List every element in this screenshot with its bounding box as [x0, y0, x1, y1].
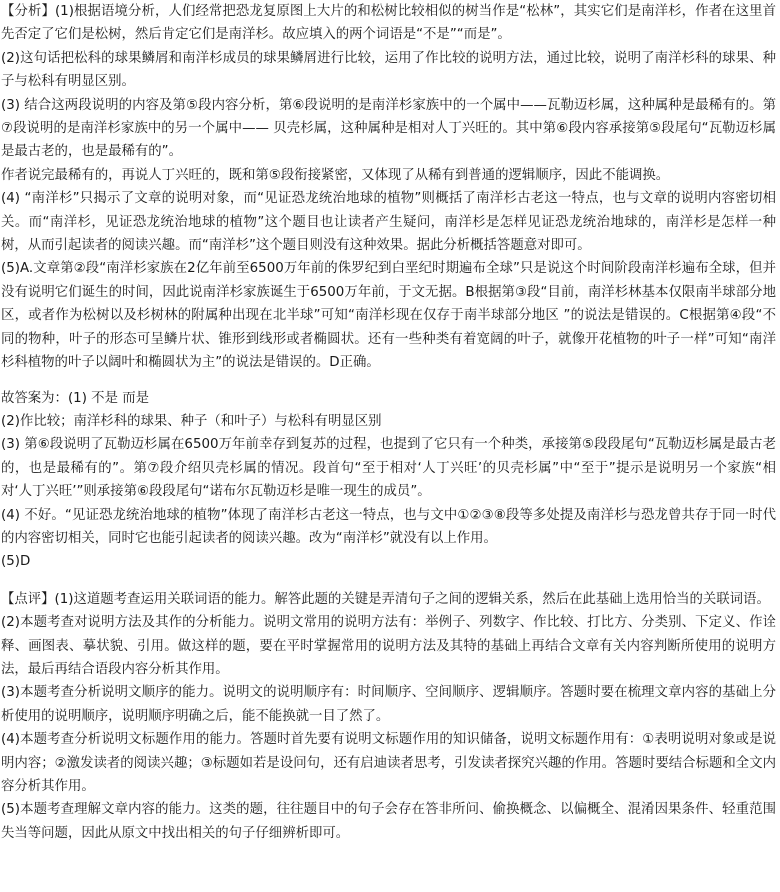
analysis-paragraph-4: 作者说完最稀有的，再说人丁兴旺的，既和第⑤段衔接紧密，又体现了从稀有到普通的逻辑顺序，因此不能调换。	[1, 167, 670, 183]
analysis-paragraph-3: (3) 结合这两段说明的内容及第⑤段内容分析，第⑥段说明的是南洋杉家族中的一个属中——瓦勒迈杉属，这种属种是最稀有的。第⑦段说明的是南洋杉家族中的另一个属中—— 贝壳杉属，这种属种是相对人丁兴旺的。其中第⑥段内容承接第⑤段尾句“瓦勒迈杉属是最古老的，也是最稀有的”。	[1, 97, 776, 160]
comment-paragraph-3: (3)本题考查分析说明文顺序的能力。说明文的说明顺序有：时间顺序、空间顺序、逻辑顺序。答题时要在梳理文章内容的基础上分析使用的说明顺序，说明顺序明确之后，能不能换就一目了然了。	[1, 685, 776, 724]
analysis-paragraph-2: (2)这句话把松科的球果鳞屑和南洋杉成员的球果鳞屑进行比较，运用了作比较的说明方法，通过比较，说明了南洋杉科的球果、种子与松科有明显区别。	[1, 50, 776, 90]
analysis-paragraph-6: (5)A.文章第②段“南洋杉家族在2亿年前至6500万年前的侏罗纪到白垩纪时期遍布全球”只是说这个时间阶段南洋杉遍布全球，但并没有说明它们诞生的时间，因此说南洋杉家族诞生于6500万年前，于文无据。B根据第③段“目前，南洋杉林基本仅限南半球部分地区，或者作为松树以及杉树林的附属种出现在北半球”可知“南洋杉现在仅存于南半球部分地区 ”的说法是错误的。C根据第④段“不同的物种，叶子的形态可呈鳞片状、锥形到线形或者椭圆状。还有一些种类有着宽阔的叶子，就像开花植物的叶子一样”可知“南洋杉科植物的叶子以阔叶和椭圆状为主”的说法是错误的。D正确。	[1, 261, 776, 371]
analysis-paragraph-5: (4) “南洋杉”只揭示了文章的说明对象，而“见证恐龙统治地球的植物”则概括了南洋杉古老这一特点，也与文章的说明内容密切相关。而“南洋杉，见证恐龙统治地球的植物”这个题目也让读者产生疑问，南洋杉是怎样见证恐龙统治地球的，南洋杉是怎样一种树，从而引起读者的阅读兴趣。而“南洋杉”这个题目则没有这种效果。据此分析概括答题意对即可。	[1, 191, 776, 254]
comment-paragraph-2: (2)本题考查对说明方法及其作的分析能力。说明文常用的说明方法有：举例子、列数字、作比较、打比方、分类别、下定义、作诠释、画图表、摹状貌、引用。做这样的题，要在平时掌握常用的说明方法及其特的基础上再结合文章有关内容判断所使用的说明方法，最后再结合语段内容分析其作用。	[1, 615, 776, 677]
answer-paragraph-5: (5)D	[1, 554, 31, 570]
comment-paragraph-4: (4)本题考查分析说明文标题作用的能力。答题时首先要有说明文标题作用的知识储备，说明文标题作用有：①表明说明对象或是说明内容；②激发读者的阅读兴趣；③标题如若是设问句，还有启迪读者思考，引发读者探究兴趣的作用。答题时要结合标题和全文内容分析其作用。	[1, 732, 776, 794]
comment-paragraph-5: (5)本题考查理解文章内容的能力。这类的题，往往题目中的句子会存在答非所问、偷换概念、以偏概全、混淆因果条件、轻重范围失当等问题，因此从原文中找出相关的句子仔细辨析即可。	[1, 802, 776, 841]
answer-paragraph-3: (3) 第⑥段说明了瓦勒迈杉属在6500万年前幸存到复苏的过程，也提到了它只有一个种类，承接第⑤段段尾句“瓦勒迈杉属是最古老的，也是最稀有的”。第⑦段介绍贝壳杉属的情况。段首句“至于相对‘人丁兴旺’的贝壳杉属”中“至于”提示是说明另一个家族“相对‘人丁兴旺’”则承接第⑥段段尾句“诺布尔瓦勒迈杉是唯一现生的成员”。	[1, 437, 776, 500]
answer-paragraph-2: (2)作比较；南洋杉科的球果、种子（和叶子）与松科有明显区别	[1, 413, 382, 429]
comment-paragraph-1: 【点评】(1)这道题考查运用关联词语的能力。解答此题的关键是弄清句子之间的逻辑关系，然后在此基础上选用恰当的关联词语。	[1, 591, 770, 607]
answer-paragraph-1: 故答案为：(1) 不是 而是	[1, 390, 149, 406]
analysis-section	[1, 0, 776, 375]
answer-paragraph-4: (4) 不好。“见证恐龙统治地球的植物”体现了南洋杉古老这一特点，也与文中①②③⑧段等多处提及南洋杉与恐龙曾共存于同一时代的内容密切相关，同时它也能引起读者的阅读兴趣。改为“南洋杉”就没有以上作用。	[1, 507, 776, 546]
analysis-paragraph-1: 【分析】(1)根据语境分析，人们经常把恐龙复原图上大片的和松树比较相似的树当作是“松林”，其实它们是南洋杉，作者在这里首先否定了它们是松树，然后肯定它们是南洋杉。故应填入的两个词语是“不是”“而是”。	[1, 4, 776, 43]
answer-section	[1, 387, 776, 574]
comment-section	[1, 588, 776, 845]
